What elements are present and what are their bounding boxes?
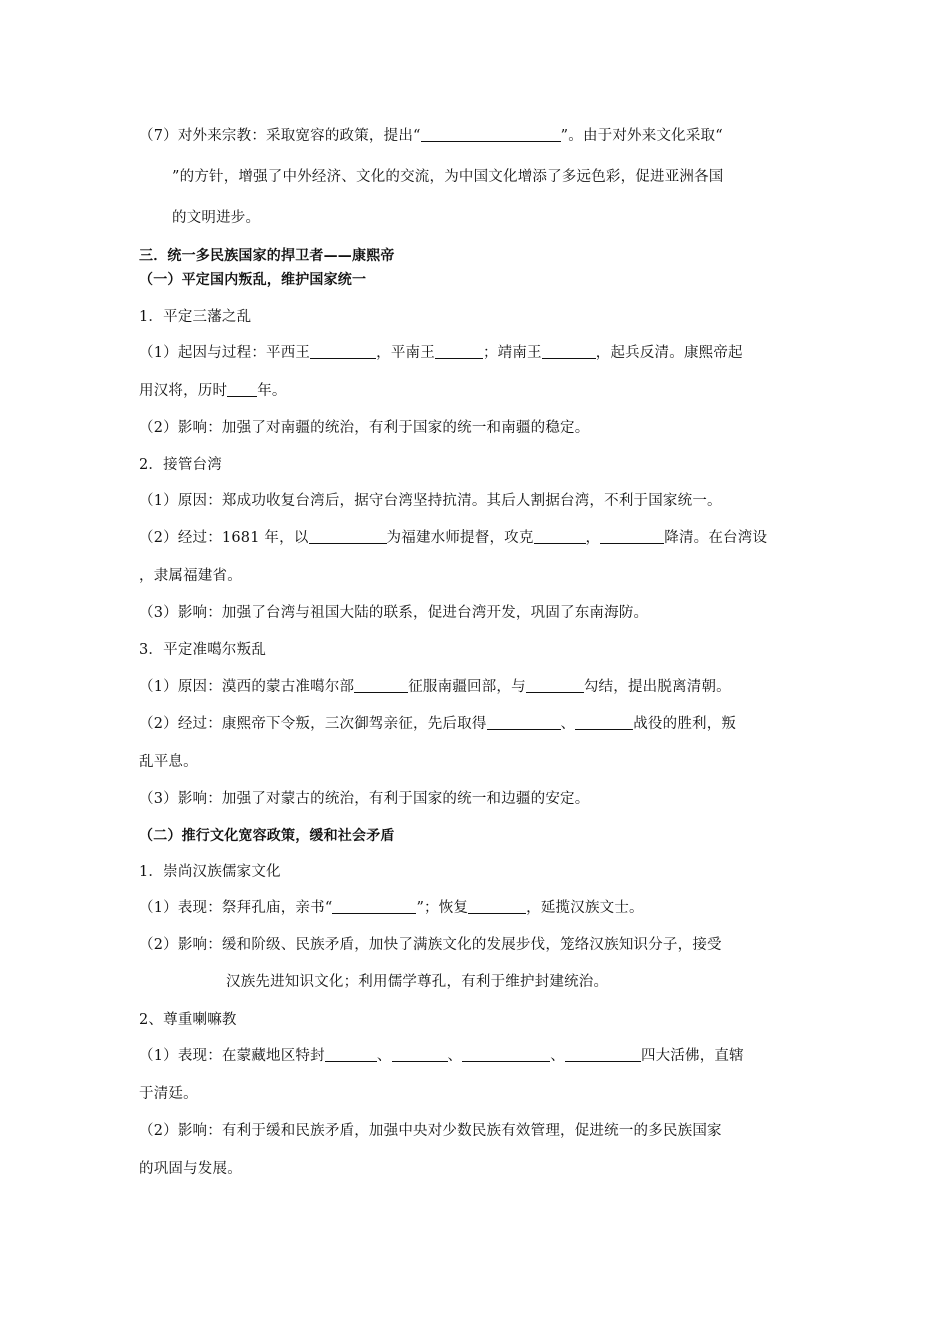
item-q2-line-3: （2）影响：有利于缓和民族矛盾，加强中央对少数民族有效管理，促进统一的多民族国家 [139, 1123, 722, 1139]
blank[interactable] [575, 715, 633, 730]
blank[interactable] [468, 899, 526, 914]
blank[interactable] [325, 1047, 377, 1062]
item-1-line-3: （2）影响：加强了对南疆的统治，有利于国家的统一和南疆的稳定。 [139, 420, 590, 436]
item-2-line-3: ，隶属福建省。 [139, 568, 242, 584]
item-7-line-2: ”的方针，增强了中外经济、文化的交流，为中国文化增添了多远色彩，促进亚洲各国 [172, 169, 724, 185]
item-2-line-2: （2）经过：1681 年，以 为福建水师提督，攻克 ， 降清。在台湾设 [139, 530, 768, 546]
item-2-line-4: （3）影响：加强了台湾与祖国大陆的联系，促进台湾开发，巩固了东南海防。 [139, 605, 649, 621]
subsection-heading-2: （二）推行文化宽容政策，缓和社会矛盾 [139, 828, 395, 844]
subsection-heading-1: （一）平定国内叛乱，维护国家统一 [139, 272, 367, 288]
blank[interactable] [227, 382, 257, 397]
blank[interactable] [310, 344, 376, 359]
blank[interactable] [600, 529, 664, 544]
blank[interactable] [332, 899, 416, 914]
section-heading-3: 三．统一多民族国家的捍卫者——康熙帝 [139, 248, 395, 264]
item-3-line-4: （3）影响：加强了对蒙古的统治，有利于国家的统一和边疆的安定。 [139, 791, 590, 807]
item-q1-title: 1．崇尚汉族儒家文化 [139, 864, 281, 880]
item-q1-line-3: 汉族先进知识文化；利用儒学尊孔，有利于维护封建统治。 [226, 974, 609, 990]
item-2-title: 2．接管台湾 [139, 457, 222, 473]
item-3-line-1: （1）原因：漠西的蒙古准噶尔部 征服南疆回部，与 勾结，提出脱离清朝。 [139, 679, 731, 695]
item-q1-line-2: （2）影响：缓和阶级、民族矛盾，加快了满族文化的发展步伐，笼络汉族知识分子，接受 [139, 937, 722, 953]
blank[interactable] [542, 344, 596, 359]
blank[interactable] [392, 1047, 448, 1062]
item-3-title: 3．平定准噶尔叛乱 [139, 642, 267, 658]
item-1-line-1: （1）起因与过程：平西王 ，平南王 ；靖南王 ，起兵反清。康熙帝起 [139, 345, 743, 361]
blank[interactable] [487, 715, 561, 730]
item-q1-line-1: （1）表现：祭拜孔庙，亲书“ ”；恢复 ，延揽汉族文士。 [139, 900, 644, 916]
item-q2-line-2: 于清廷。 [139, 1086, 198, 1102]
blank[interactable] [309, 529, 387, 544]
blank[interactable] [462, 1047, 550, 1062]
item-1-title: 1．平定三藩之乱 [139, 309, 252, 325]
blank[interactable] [565, 1047, 641, 1062]
item-7-line-1: （7）对外来宗教：采取宽容的政策，提出“ ”。由于对外来文化采取“ [139, 128, 723, 144]
item-3-line-3: 乱平息。 [139, 754, 198, 770]
blank[interactable] [435, 344, 483, 359]
item-7-line-3: 的文明进步。 [172, 210, 261, 226]
blank[interactable] [421, 127, 561, 142]
item-q2-line-1: （1）表现：在蒙藏地区特封 、 、 、 四大活佛，直辖 [139, 1048, 744, 1064]
item-q2-title: 2、尊重喇嘛教 [139, 1012, 237, 1028]
item-q2-line-4: 的巩固与发展。 [139, 1161, 242, 1177]
item-1-line-2: 用汉将，历时 年。 [139, 383, 287, 399]
blank[interactable] [354, 678, 408, 693]
blank[interactable] [526, 678, 584, 693]
item-2-line-1: （1）原因：郑成功收复台湾后，据守台湾坚持抗清。其后人割据台湾，不利于国家统一。 [139, 493, 722, 509]
blank[interactable] [534, 529, 586, 544]
item-3-line-2: （2）经过：康熙帝下令叛，三次御驾亲征，先后取得 、 战役的胜利，叛 [139, 716, 737, 732]
